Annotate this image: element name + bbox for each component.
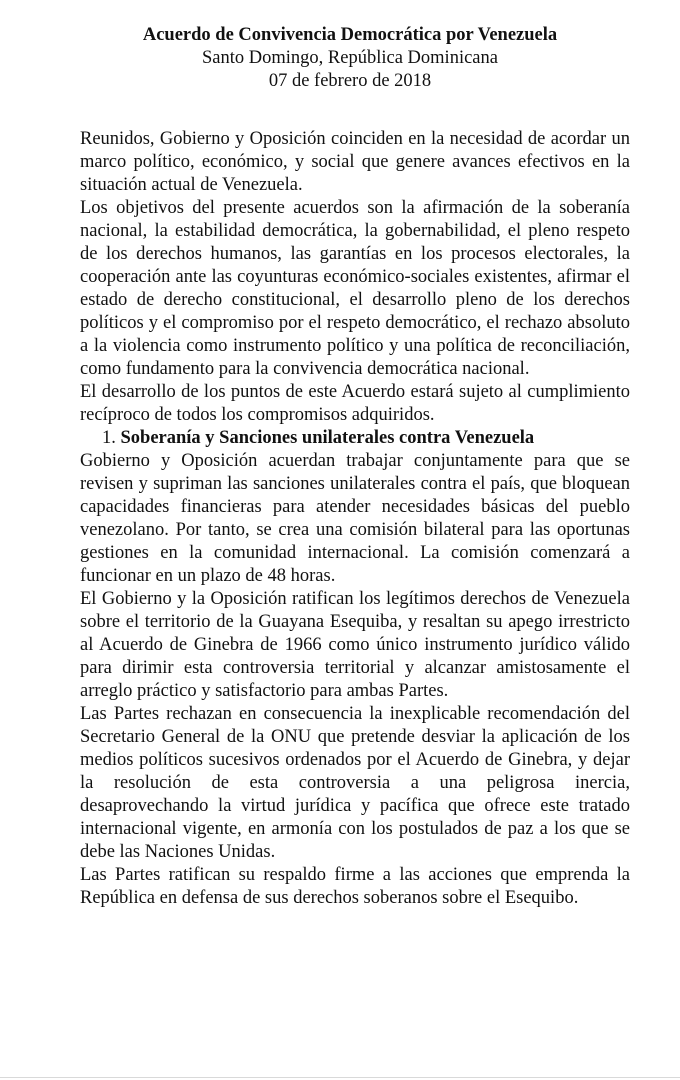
page-bottom-divider (0, 1077, 680, 1078)
document-header (50, 24, 650, 93)
section-1-heading (80, 427, 630, 450)
esequibo-support-paragraph: Las Partes ratifican su respaldo firme a las acciones que emprenda la República en defensa de sus derechos soberanos sobre el Esequibo. (80, 865, 630, 908)
section-1-title: Soberanía y Sanciones unilaterales contra Venezuela (120, 428, 535, 448)
intro-paragraph: Reunidos, Gobierno y Oposición coinciden en la necesidad de acordar un marco político, económico, y social que genere avances efectivos en la situación actual de Venezuela. (80, 129, 630, 195)
un-rejection-paragraph: Las Partes rechazan en consecuencia la inexplicable recomendación del Secretario General de la ONU que pretende desviar la aplicación de los medios políticos sucesivos ordenados por el Acuerdo de Ginebra, y dejar la resolución de esta controversia a una peligrosa inercia, desaprovechando la virtud jurídica y pacífica que ofrece este tratado internacional vigente, en armonía con los postulados de paz a los que se debe las Naciones Unidas. (80, 704, 630, 862)
document-body (80, 128, 630, 910)
esequibo-rights-paragraph: El Gobierno y la Oposición ratifican los legítimos derechos de Venezuela sobre el territorio de la Guayana Esequiba, y resaltan su apego irrestricto al Acuerdo de Ginebra de 1966 como único instrumento jurídico válido para dirimir esta controversia territorial y alcanzar amistosamente el arreglo práctico y satisfactorio para ambas Partes. (80, 589, 630, 701)
document-title: Acuerdo de Convivencia Democrática por Venezuela (142, 25, 558, 45)
reciprocity-paragraph: El desarrollo de los puntos de este Acuerdo estará sujeto al cumplimiento recíproco de todos los compromisos adquiridos. (80, 382, 630, 425)
document-date: 07 de febrero de 2018 (268, 71, 432, 91)
sanctions-paragraph: Gobierno y Oposición acuerdan trabajar conjuntamente para que se revisen y supriman las sanciones unilaterales contra el país, que bloquean capacidades financieras para atender necesidades básicas del pueblo venezolano. Por tanto, se crea una comisión bilateral para las oportunas gestiones en la comunidad internacional. La comisión comenzará a funcionar en un plazo de 48 horas. (80, 451, 630, 586)
document-location: Santo Domingo, República Dominicana (202, 48, 498, 68)
objectives-paragraph: Los objetivos del presente acuerdos son la afirmación de la soberanía nacional, la estabilidad democrática, la gobernabilidad, el pleno respeto de los derechos humanos, las garantías en los procesos electorales, la cooperación ante las coyunturas económico-sociales existentes, afirmar el estado de derecho constitucional, el desarrollo pleno de los derechos políticos y el compromiso por el respeto democrático, el rechazo absoluto a la violencia como instrumento político y una política de reconciliación, como fundamento para la convivencia democrática nacional. (80, 198, 630, 379)
section-1-number: 1. (102, 428, 116, 448)
